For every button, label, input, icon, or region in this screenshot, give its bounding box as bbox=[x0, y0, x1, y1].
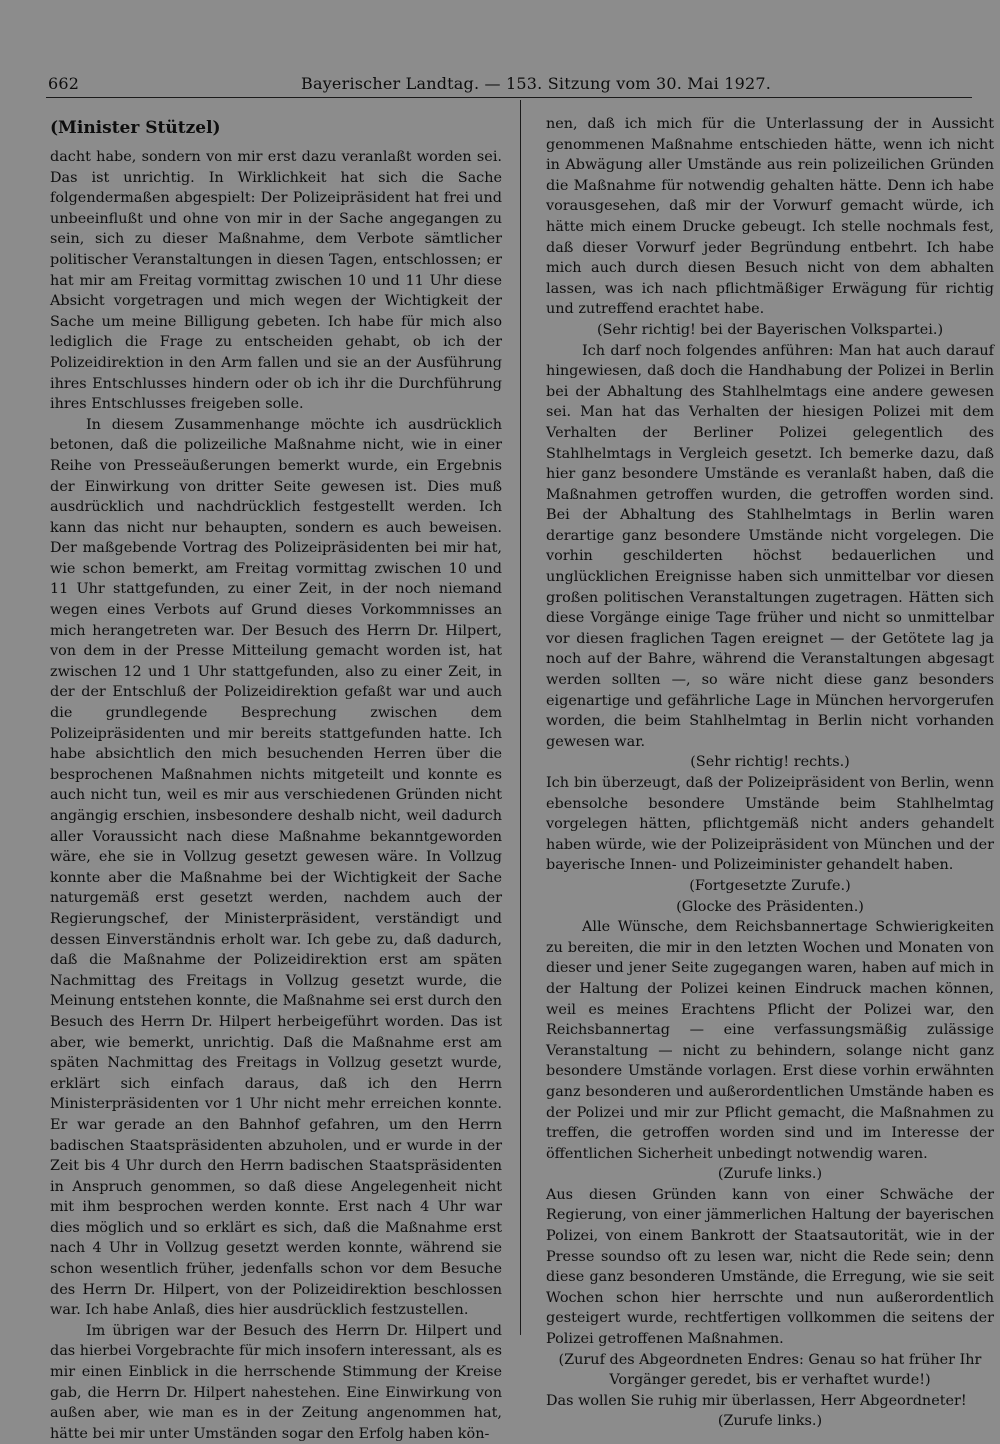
paragraph: Im übrigen war der Besuch des Herrn Dr. Hilpert und das hierbei Vorgebrachte für mich insofern interessant, als es mir einen Einblick in die herrschende Stimmung der Kreise gab, die Herrn Dr. Hilpert nahestehen. Eine Einwirkung von außen aber, wie man es in der Zeitung angenommen hat, hätte bei mir unter Umständen sogar den Erfolg haben kön- bbox=[50, 1322, 502, 1442]
paragraph: Ich bin überzeugt, daß der Polizeipräsident von Berlin, wenn ebensolche besondere Umstände beim Stahlhelmtag vorgelegen hätten, pflichtgemäß nicht anders gehandelt haben würde, wie der Polizeipräsident von München und der bayerische Innen- und Polizeiminister gehandelt haben. bbox=[546, 775, 994, 874]
interjection: (Zurufe links.) bbox=[717, 1413, 823, 1430]
paragraph: In diesem Zusammenhange möchte ich ausdrücklich betonen, daß die polizeiliche Maßnahme nicht, wie in einer Reihe von Presseäußerungen bemerkt wurde, ein Ergebnis der Einwirkung von dritter Seite gewesen ist. Dies muß ausdrücklich und nachdrücklich festgestellt werden. Ich kann das nicht nur behaupten, sondern es auch beweisen. Der maßgebende Vortrag des Polizeipräsidenten bei mir hat, wie schon bemerkt, am Freitag vormittag zwischen 10 und 11 Uhr stattgefunden, zu einer Zeit, in der noch niemand wegen eines Verbots auf Grund dieses Vorkommnisses an mich herangetreten war. Der Besuch des Herrn Dr. Hilpert, von dem in der Presse Mitteilung gemacht worden ist, hat zwischen 12 und 1 Uhr stattgefunden, also zu einer Zeit, in der der Entschluß der Polizeidirektion gefaßt war und auch die grundlegende Besprechung zwischen dem Polizeipräsidenten und mir bereits stattgefunden hatte. Ich habe absichtlich den mich besuchenden Herren über die besprochenen Maßnahmen nichts mitgeteilt und konnte es auch nicht tun, weil es mir aus verschiedenen Gründen nicht angängig erschien, insbesondere deshalb nicht, weil dadurch aller Voraussicht nach diese Maßnahme bekanntgeworden wäre, ehe sie in Vollzug gesetzt gewesen wäre. In Vollzug konnte aber die Maßnahme bei der Wichtigkeit der Sache naturgemäß erst gesetzt werden, nachdem auch der Regierungschef, der Ministerpräsident, verständigt und dessen Einverständnis erholt war. Ich gebe zu, daß dadurch, daß die Maßnahme der Polizeidirektion erst am späten Nachmittag des Freitags in Vollzug gesetzt wurde, die Meinung entstehen konnte, die Maßnahme sei erst durch den Besuch des Herrn Dr. Hilpert herbeigeführt worden. Das ist aber, wie bemerkt, unrichtig. Daß die Maßnahme erst am späten Nachmittag des Freitags in Vollzug gesetzt wurde, erklärt sich einfach daraus, daß ich den Herrn Ministerpräsidenten vor 1 Uhr nicht mehr erreichen konnte. Er war gerade an den Bahnhof gefahren, um den Herrn badischen Staatspräsidenten abzuholen, und er wurde in der Zeit bis 4 Uhr durch den Herrn badischen Staatspräsidenten in Anspruch genommen, so daß diese Angelegenheit nicht mit ihm besprochen werden konnte. Erst nach 4 Uhr war dies möglich und so erklärt es sich, daß die Maßnahme erst nach 4 Uhr in Vollzug gesetzt werden konnte, während sie schon wesentlich früher, jedenfalls schon vor dem Besuche des Herrn Dr. Hilpert, von der Polizeidirektion beschlossen war. Ich habe Anlaß, dies hier ausdrücklich festzustellen. bbox=[50, 416, 502, 1319]
column-divider bbox=[520, 100, 521, 1335]
paragraph: nen, daß ich mich für die Unterlassung der in Aussicht genommenen Maßnahme entschieden hätte, wenn ich nicht in Abwägung aller Umstände aus rein polizeilichen Gründen die Maßnahme für notwendig gehalten hätte. Denn ich habe vorausgesehen, daß mir der Vorwurf gemacht würde, ich hätte mich einem Drucke gebeugt. Ich stelle nochmals fest, daß dieser Vorwurf jeder Begründung entbehrt. Ich habe mich auch durch diesen Besuch nicht von dem abhalten lassen, was ich nach pflichtmäßiger Erwägung für richtig und zutreffend erachtet habe. bbox=[546, 116, 994, 318]
page-header bbox=[48, 74, 972, 96]
paragraph: dacht habe, sondern von mir erst dazu veranlaßt worden sei. Das ist unrichtig. In Wirklichkeit hat sich die Sache folgendermaßen abgespielt: Der Polizeipräsident hat frei und unbeeinflußt und ohne von mir in der Sache angegangen zu sein, sich zu dieser Maßnahme, dem Verbote sämtlicher politischer Veranstaltungen in diesen Tagen, entschlossen; er hat mir am Freitag vormittag zwischen 10 und 11 Uhr diese Absicht vorgetragen und mich wegen der Wichtigkeit der Sache um meine Billigung gebeten. Ich habe für mich also lediglich die Frage zu entscheiden gehabt, ob ich der Polizeidirektion in den Arm fallen und sie an der Ausführung ihres Entschlusses hindern oder ob ich ihr die Durchführung ihres Entschlusses freigeben solle. bbox=[50, 149, 502, 413]
paragraph: Alle Wünsche, dem Reichsbannertage Schwierigkeiten zu bereiten, die mir in den letzten Wochen und Monaten von dieser und jener Seite zugegangen waren, haben auf mich in der Haltung der Polizei keinen Eindruck machen können, weil es meines Erachtens Pflicht der Polizei war, den Reichsbannertag — eine verfassungsmäßig zulässige Veranstaltung — nicht zu behindern, solange nicht ganz besondere Umstände vorlagen. Erst diese vorhin erwähnten ganz besonderen und außerordentlichen Umstände haben es der Polizei und mir zur Pflicht gemacht, die Maßnahmen zu treffen, die getroffen worden sind und im Interesse der öffentlichen Sicherheit unbedingt notwendig waren. bbox=[546, 919, 994, 1162]
interjection: (Fortgesetzte Zurufe.) bbox=[689, 877, 851, 894]
right-column bbox=[546, 114, 994, 1432]
interjection: (Zurufe links.) bbox=[717, 1166, 823, 1183]
speaker-heading: (Minister Stützel) bbox=[50, 118, 221, 138]
interjection: (Glocke des Präsidenten.) bbox=[676, 898, 864, 915]
paragraph: Das wollen Sie ruhig mir überlassen, Herr Abgeordneter! bbox=[546, 1392, 967, 1409]
interjection: (Zuruf des Abgeordneten Endres: Genau so hat früher Ihr Vorgänger geredet, bis er verhaftet wurde!) bbox=[558, 1351, 982, 1389]
paragraph: Ich darf noch folgendes anführen: Man hat auch darauf hingewiesen, daß doch die Handhabung der Polizei in Berlin bei der Abhaltung des Stahlhelmtags eine andere gewesen sei. Man hat das Verhalten der hiesigen Polizei mit dem Verhalten der Berliner Polizei gelegentlich des Stahlhelmtags in Vergleich gesetzt. Ich bemerke dazu, daß hier ganz besondere Umstände es veranlaßt haben, daß die Maßnahmen getroffen wurden, die getroffen worden sind. Bei der Abhaltung des Stahlhelmtags in Berlin waren derartige ganz besondere Umstände nicht vorgelegen. Die vorhin geschilderten höchst bedauerlichen und unglücklichen Ereignisse haben sich unmittelbar vor diesen großen politischen Veranstaltungen zugetragen. Hätten sich diese Vorgänge einige Tage früher und nicht so unmittelbar vor diesen fraglichen Tagen ereignet — der Getötete lag ja noch auf der Bahre, während die Veranstaltungen abgesagt werden sollten —, so wäre nicht diese ganz besonders eigenartige und gefährliche Lage in München hervorgerufen worden, die beim Stahlhelmtag in Berlin nicht vorhanden gewesen war. bbox=[546, 342, 994, 750]
interjection: (Sehr richtig! rechts.) bbox=[690, 754, 850, 771]
page-number: 662 bbox=[48, 74, 80, 93]
interjection: (Sehr richtig! bei der Bayerischen Volkspartei.) bbox=[596, 321, 944, 338]
running-title: Bayerischer Landtag. — 153. Sitzung vom 30. Mai 1927. bbox=[301, 74, 772, 93]
left-column bbox=[50, 100, 502, 1444]
paragraph: Aus diesen Gründen kann von einer Schwäche der Regierung, von einer jämmerlichen Haltung der bayerischen Polizei, von einem Bankrott der Staatsautorität, wie in der Presse soundso oft zu lesen war, nicht die Rede sein; denn diese ganz besonderen Umstände, die Erregung, wie sie seit Wochen schon hier herrschte und nun außerordentlich gesteigert wurde, rechtfertigen vollkommen die seitens der Polizei getroffenen Maßnahmen. bbox=[546, 1186, 994, 1348]
header-rule bbox=[46, 97, 972, 98]
